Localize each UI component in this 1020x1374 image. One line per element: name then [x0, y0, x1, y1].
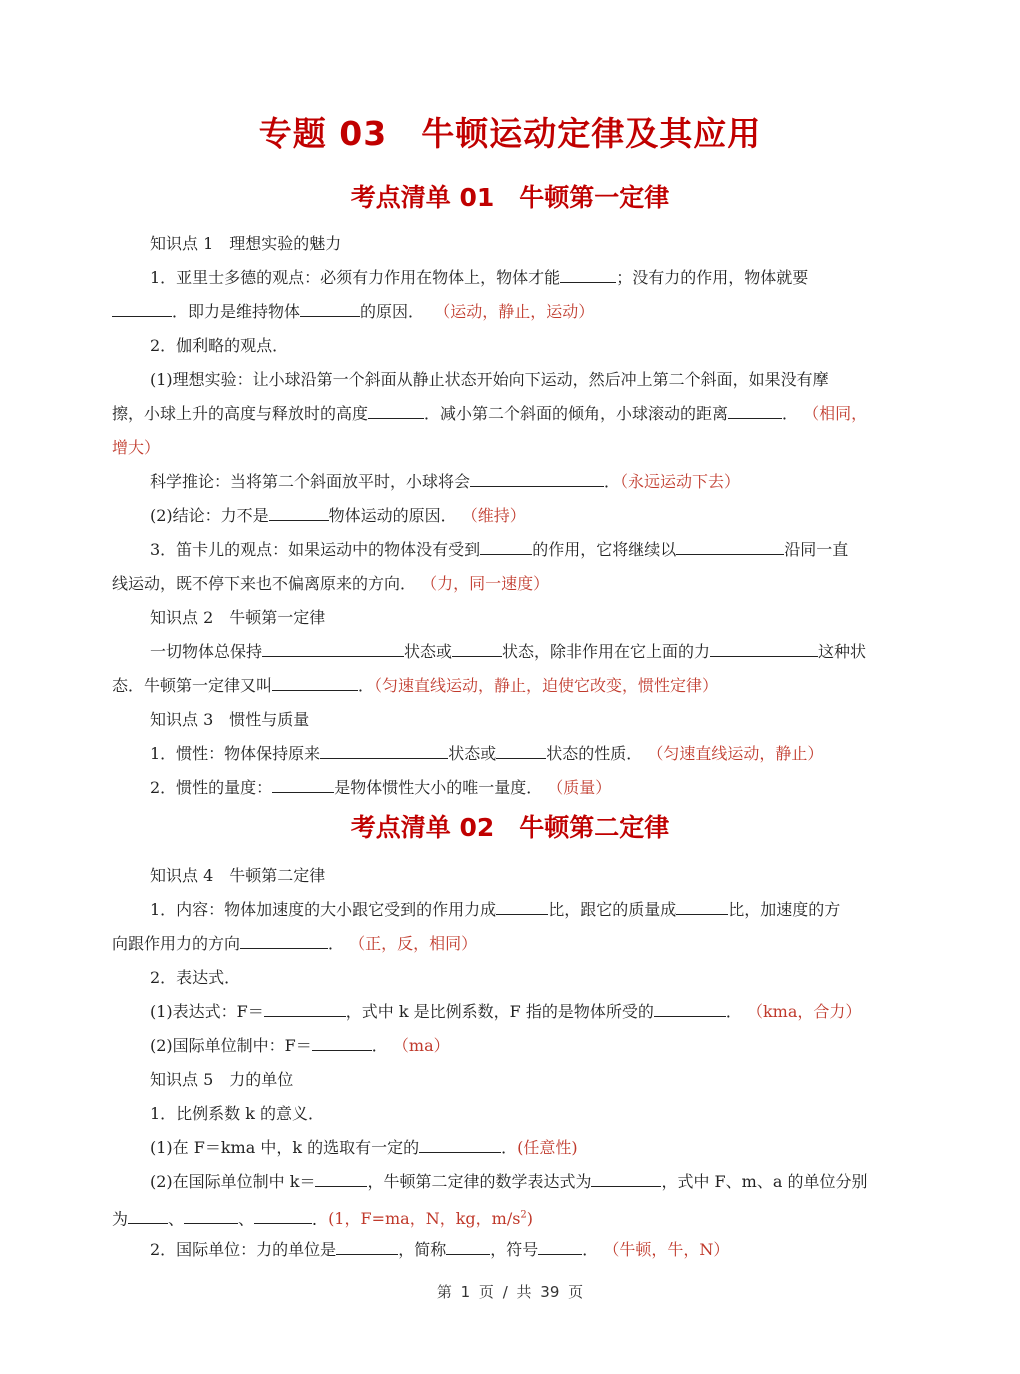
knowledge-point-2-heading: 知识点 2 牛顿第一定律 — [150, 608, 326, 627]
text-line — [112, 437, 942, 459]
fill-blank — [676, 540, 784, 555]
answer-text: （匀速直线运动，静止，迫使它改变，惯性定律） — [374, 676, 719, 695]
fill-blank — [368, 404, 424, 419]
text-line — [112, 1205, 942, 1230]
text-line — [150, 1171, 942, 1193]
text-line — [112, 403, 942, 425]
fill-blank — [591, 1172, 661, 1187]
answer-text: （维持） — [461, 506, 526, 525]
text: ，符号 — [490, 1240, 539, 1259]
fill-blank — [419, 1138, 501, 1153]
text-line: 2．表达式． — [150, 968, 241, 987]
text-line — [112, 675, 942, 697]
fill-blank — [710, 642, 818, 657]
fill-blank — [264, 1002, 346, 1017]
fill-blank — [728, 404, 782, 419]
text: ，简称 — [398, 1240, 447, 1259]
superscript: 2 — [520, 1210, 527, 1221]
text: ．减小第二个斜面的倾角，小球滚动的距离 — [424, 404, 729, 423]
text-line — [150, 539, 942, 561]
fill-blank — [262, 642, 404, 657]
text-line — [112, 301, 942, 323]
fill-blank — [446, 1240, 490, 1255]
answer-text: 增大） — [112, 438, 161, 457]
text: ；没有力的作用，物体就要 — [616, 268, 809, 287]
answer-text: （kma，合力） — [746, 1002, 862, 1021]
answer-text: （相同， — [803, 404, 868, 423]
fill-blank — [312, 1036, 372, 1051]
text: 、 — [168, 1209, 185, 1229]
text: 一切物体总保持 — [150, 642, 263, 661]
fill-blank — [254, 1209, 312, 1224]
text-line — [112, 573, 942, 595]
text: 状态，除非作用在它上面的力 — [502, 642, 711, 661]
fill-blank — [320, 744, 448, 759]
answer-text: （牛顿，牛，N） — [603, 1240, 730, 1259]
fill-blank — [676, 900, 728, 915]
text: 状态的性质． — [546, 744, 643, 763]
section-heading-01: 考点清单 01 牛顿第一定律 — [350, 183, 670, 212]
text: ． — [725, 1002, 742, 1021]
fill-blank — [538, 1240, 582, 1255]
page-footer: 第 1 页 / 共 39 页 — [436, 1283, 584, 1301]
text: ． — [312, 1209, 329, 1229]
text: 的作用，它将继续以 — [532, 540, 677, 559]
answer-text: （运动，静止，运动） — [434, 302, 595, 321]
text-line — [150, 1035, 942, 1057]
text: 2．国际单位：力的单位是 — [150, 1240, 337, 1259]
answer-text: (任意性) — [517, 1138, 578, 1157]
text: (1)表达式：F＝ — [150, 1002, 264, 1021]
answer-text: （匀速直线运动，静止） — [647, 744, 824, 763]
text: (2)在国际单位制中 k＝ — [150, 1172, 316, 1191]
text: 向跟作用力的方向 — [112, 934, 241, 953]
text: 状态或 — [404, 642, 453, 661]
fill-blank — [300, 302, 360, 317]
fill-blank — [496, 900, 548, 915]
section-heading-02: 考点清单 02 牛顿第二定律 — [350, 813, 670, 842]
fill-blank — [269, 506, 329, 521]
text: 物体运动的原因． — [328, 506, 457, 525]
text: 态．牛顿第一定律又叫 — [112, 676, 273, 695]
answer-text: （质量） — [547, 778, 612, 797]
fill-blank — [112, 302, 172, 317]
text: 1．亚里士多德的观点：必须有力作用在物体上，物体才能 — [150, 268, 561, 287]
fill-blank — [560, 268, 616, 283]
text-line — [150, 743, 942, 765]
text: ，式中 F、m、a 的单位分别 — [661, 1172, 868, 1191]
text: ．即力是维持物体 — [172, 302, 301, 321]
text: 线运动，既不停下来也不偏离原来的方向． — [112, 574, 417, 593]
document-title: 专题 03 牛顿运动定律及其应用 — [258, 114, 762, 153]
text: 科学推论：当将第二个斜面放平时，小球将会 — [150, 472, 471, 491]
answer-text: （永远运动下去） — [620, 472, 741, 491]
text: (2)国际单位制中：F＝ — [150, 1036, 312, 1055]
text: 擦，小球上升的高度与释放时的高度 — [112, 404, 369, 423]
fill-blank — [128, 1209, 168, 1224]
knowledge-point-4-heading: 知识点 4 牛顿第二定律 — [150, 866, 326, 885]
text: (1)在 F＝kma 中，k 的选取有一定的 — [150, 1138, 420, 1157]
text-line: (1)理想实验：让小球沿第一个斜面从静止状态开始向下运动，然后冲上第二个斜面，如果没有摩 — [150, 370, 829, 389]
text-line — [150, 899, 942, 921]
knowledge-point-3-heading: 知识点 3 惯性与质量 — [150, 710, 310, 729]
fill-blank — [272, 676, 358, 691]
text: ． — [604, 472, 621, 491]
text: 是物体惯性大小的唯一量度． — [334, 778, 543, 797]
answer-text: （力，同一速度） — [421, 574, 550, 593]
text: 比，加速度的方 — [728, 900, 841, 919]
text-line — [150, 1137, 942, 1159]
text: 为 — [112, 1209, 129, 1229]
text-line: 2．伽利略的观点． — [150, 336, 289, 355]
fill-blank — [272, 778, 334, 793]
text: 的原因． — [360, 302, 425, 321]
answer-part: ) — [526, 1209, 534, 1229]
text: ． — [501, 1138, 518, 1157]
fill-blank — [452, 642, 502, 657]
text-line: 1．比例系数 k 的意义． — [150, 1104, 325, 1123]
fill-blank — [184, 1209, 238, 1224]
knowledge-point-5-heading: 知识点 5 力的单位 — [150, 1070, 294, 1089]
answer-text: （ma） — [392, 1036, 450, 1055]
text-line — [150, 471, 942, 493]
answer-part: (1，F=ma，N，kg，m/s — [328, 1209, 521, 1229]
fill-blank — [315, 1172, 367, 1187]
text: ，牛顿第二定律的数学表达式为 — [367, 1172, 592, 1191]
text: ． — [782, 404, 799, 423]
fill-blank — [470, 472, 604, 487]
text: 沿同一直 — [784, 540, 849, 559]
text-line — [150, 1001, 942, 1023]
text-line — [150, 1239, 942, 1261]
text: 、 — [238, 1209, 255, 1229]
text: 1．内容：物体加速度的大小跟它受到的作用力成 — [150, 900, 497, 919]
text: 3．笛卡儿的观点：如果运动中的物体没有受到 — [150, 540, 481, 559]
answer-text — [328, 1209, 533, 1228]
text: ． — [582, 1240, 599, 1259]
text-line — [150, 267, 942, 289]
text: ． — [328, 934, 345, 953]
knowledge-point-1-heading: 知识点 1 理想实验的魅力 — [150, 234, 342, 253]
fill-blank — [480, 540, 532, 555]
text: 状态或 — [448, 744, 497, 763]
text: ，式中 k 是比例系数，F 指的是物体所受的 — [345, 1002, 654, 1021]
fill-blank — [240, 934, 328, 949]
text: ． — [371, 1036, 388, 1055]
text-line — [150, 641, 942, 663]
text: 比，跟它的质量成 — [548, 900, 677, 919]
fill-blank — [654, 1002, 726, 1017]
fill-blank — [496, 744, 546, 759]
text: 1．惯性：物体保持原来 — [150, 744, 321, 763]
text: 这种状 — [818, 642, 867, 661]
fill-blank — [336, 1240, 398, 1255]
answer-text: （正，反，相同） — [349, 934, 478, 953]
text: 2．惯性的量度： — [150, 778, 273, 797]
text-line — [150, 505, 942, 527]
text-line — [150, 777, 942, 799]
text-line — [112, 933, 942, 955]
text: (2)结论：力不是 — [150, 506, 269, 525]
text: ． — [358, 676, 375, 695]
